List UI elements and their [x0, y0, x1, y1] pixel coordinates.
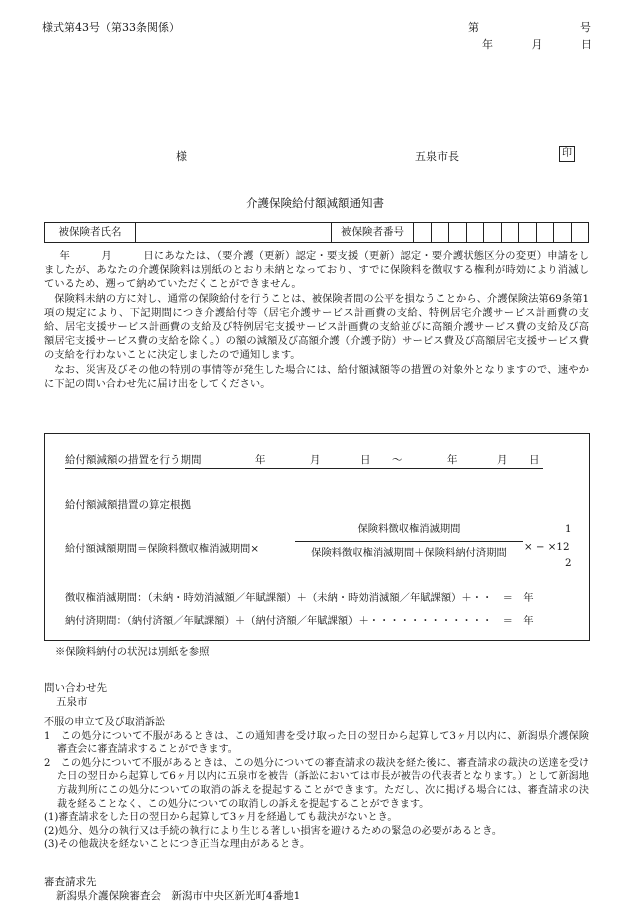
insured-id-table	[44, 222, 589, 243]
form-number: 様式第43号（第33条関係）	[42, 21, 180, 34]
appeal-heading: 不服の申立て及び取消訴訟	[44, 717, 166, 728]
reduction-period-box	[44, 433, 590, 641]
insured-name-field[interactable]	[136, 223, 332, 242]
review-body-address: 新潟県介護保険審査会 新潟市中央区新光町4番地1	[56, 890, 301, 902]
inquiry-contact: 五泉市	[56, 696, 88, 708]
insured-number-digit[interactable]	[554, 223, 572, 242]
half-denominator: 2	[565, 557, 572, 569]
insured-number-digit[interactable]	[484, 223, 502, 242]
half-operators: × − ×12	[524, 541, 570, 553]
date-day: 日	[581, 38, 592, 51]
formula-fraction	[295, 522, 523, 561]
insured-number-digit[interactable]	[467, 223, 485, 242]
number-prefix: 第	[468, 21, 479, 34]
period-end-year: 年	[447, 454, 458, 466]
number-suffix: 号	[580, 21, 591, 34]
insured-number-digit[interactable]	[537, 223, 555, 242]
body-paragraph-1: 年 月 日にあなたは、（要介護（更新）認定・要支援（更新）認定・要介護状態区分の変更）申請をしましたが、あなたの介護保険料は別紙のとおり未納となっており、すでに保険料を徴収する権利が時効により消滅しているため、遡って納めていただくことができません。	[44, 250, 589, 291]
body-paragraph-3: なお、災害及びその他の特別の事情等が発生した場合には、給付額減額等の措置の対象外となりますので、速やかに下記の問い合わせ先に届け出をしてください。	[44, 363, 589, 390]
addressee-honorific: 様	[176, 150, 187, 163]
formula-left: 給付額減額期間＝保険料徴収権消滅期間×	[65, 543, 259, 555]
insured-number-digit[interactable]	[502, 223, 520, 242]
issue-date	[482, 37, 592, 53]
date-year: 年	[482, 38, 493, 51]
paid-period-calc: 納付済期間：（納付済額／年賦課額）＋（納付済額／年賦課額）＋・・・・・・・・・・・・ ＝ 年	[65, 615, 534, 627]
insured-name-label: 被保険者氏名	[45, 223, 136, 242]
appeal-item-1: 1 この処分について不服があるときは、この通知書を受け取った日の翌日から起算して3ヶ月以内に、新潟県介護保険審査会に審査請求することができます。	[44, 730, 589, 756]
appeal-sub-3: (3)その他裁決を経ないことにつき正当な理由があるとき。	[44, 839, 311, 851]
insured-number-digit[interactable]	[414, 223, 432, 242]
review-heading: 審査請求先	[44, 876, 97, 888]
appeal-section	[44, 716, 589, 852]
insured-number-digit[interactable]	[519, 223, 537, 242]
appeal-item-2: 2 この処分について不服があるときは、この処分についての審査請求の裁決を経た後に、審査請求の裁決の送達を受けた日の翌日から起算して6ヶ月以内に五泉市を被告（訴訟においては市長が被告の代表者となります。）として新潟地方裁判所にこの処分についての取消の訴えを提起することができます。ただし、次に掲げる場合には、審査請求の決裁を経ることなく、この処分についての取消しの訴えを提起することができます。	[44, 757, 589, 810]
payment-status-note: ※保険料納付の状況は別紙を参照	[55, 646, 210, 658]
appeal-sub-1: (1)審査請求をした日の翌日から起算して3ヶ月を経過しても裁決がないとき。	[44, 812, 398, 824]
fraction-numerator: 保険料徴収権消滅期間	[357, 523, 461, 535]
period-start-year: 年	[255, 454, 266, 466]
notice-body	[44, 249, 589, 391]
inquiry-heading: 問い合わせ先	[44, 682, 107, 694]
insured-number-digit[interactable]	[432, 223, 450, 242]
basis-title: 給付額減額措置の算定根拠	[65, 499, 191, 511]
period-label: 給付額減額の措置を行う期間	[65, 454, 202, 466]
fraction-denominator: 保険料徴収権消滅期間＋保険料納付済期間	[311, 546, 507, 559]
insured-number-digit[interactable]	[449, 223, 467, 242]
insured-number-digit[interactable]	[572, 223, 589, 242]
period-start-month: 月	[310, 454, 321, 466]
forfeited-period-calc: 徴収権消滅期間：（未納・時効消滅額／年賦課額）＋（未納・時効消滅額／年賦課額）＋・・ ＝ 年	[65, 592, 534, 604]
reduction-period-line	[65, 453, 543, 469]
period-end-day: 日	[529, 454, 540, 466]
appeal-sub-2: (2)処分、処分の執行又は手続の執行により生じる著しい損害を避けるための緊急の必要があるとき。	[44, 825, 503, 837]
document-title: 介護保険給付額減額通知書	[246, 196, 384, 210]
period-tilde: ～	[392, 454, 403, 466]
issuer-name: 五泉市長	[415, 150, 459, 163]
half-numerator: 1	[565, 523, 572, 535]
period-start-day: 日	[360, 454, 371, 466]
date-month: 月	[531, 38, 543, 51]
seal-box: 印	[559, 146, 575, 162]
insured-number-label: 被保険者番号	[332, 223, 414, 242]
body-paragraph-2: 保険料未納の方に対し、通常の保険給付を行うことは、被保険者間の公平を損なうことから、介護保険法第69条第1項の規定により、下記期間につき介護給付等（居宅介護サービス計画費の支給、特例居宅介護サービス計画費の支給、居宅支援サービス計画費の支給及び特例居宅支援サービス計画費の支給並びに高額介護サービス費の支給及び高額居宅支援サービス費の支給を除く。）の額の減額及び高額介護（介護予防）サービス費及び高額居宅支援サービス費の支給を行わないことに決定しましたので通知します。	[44, 292, 589, 362]
period-end-month: 月	[497, 454, 508, 466]
